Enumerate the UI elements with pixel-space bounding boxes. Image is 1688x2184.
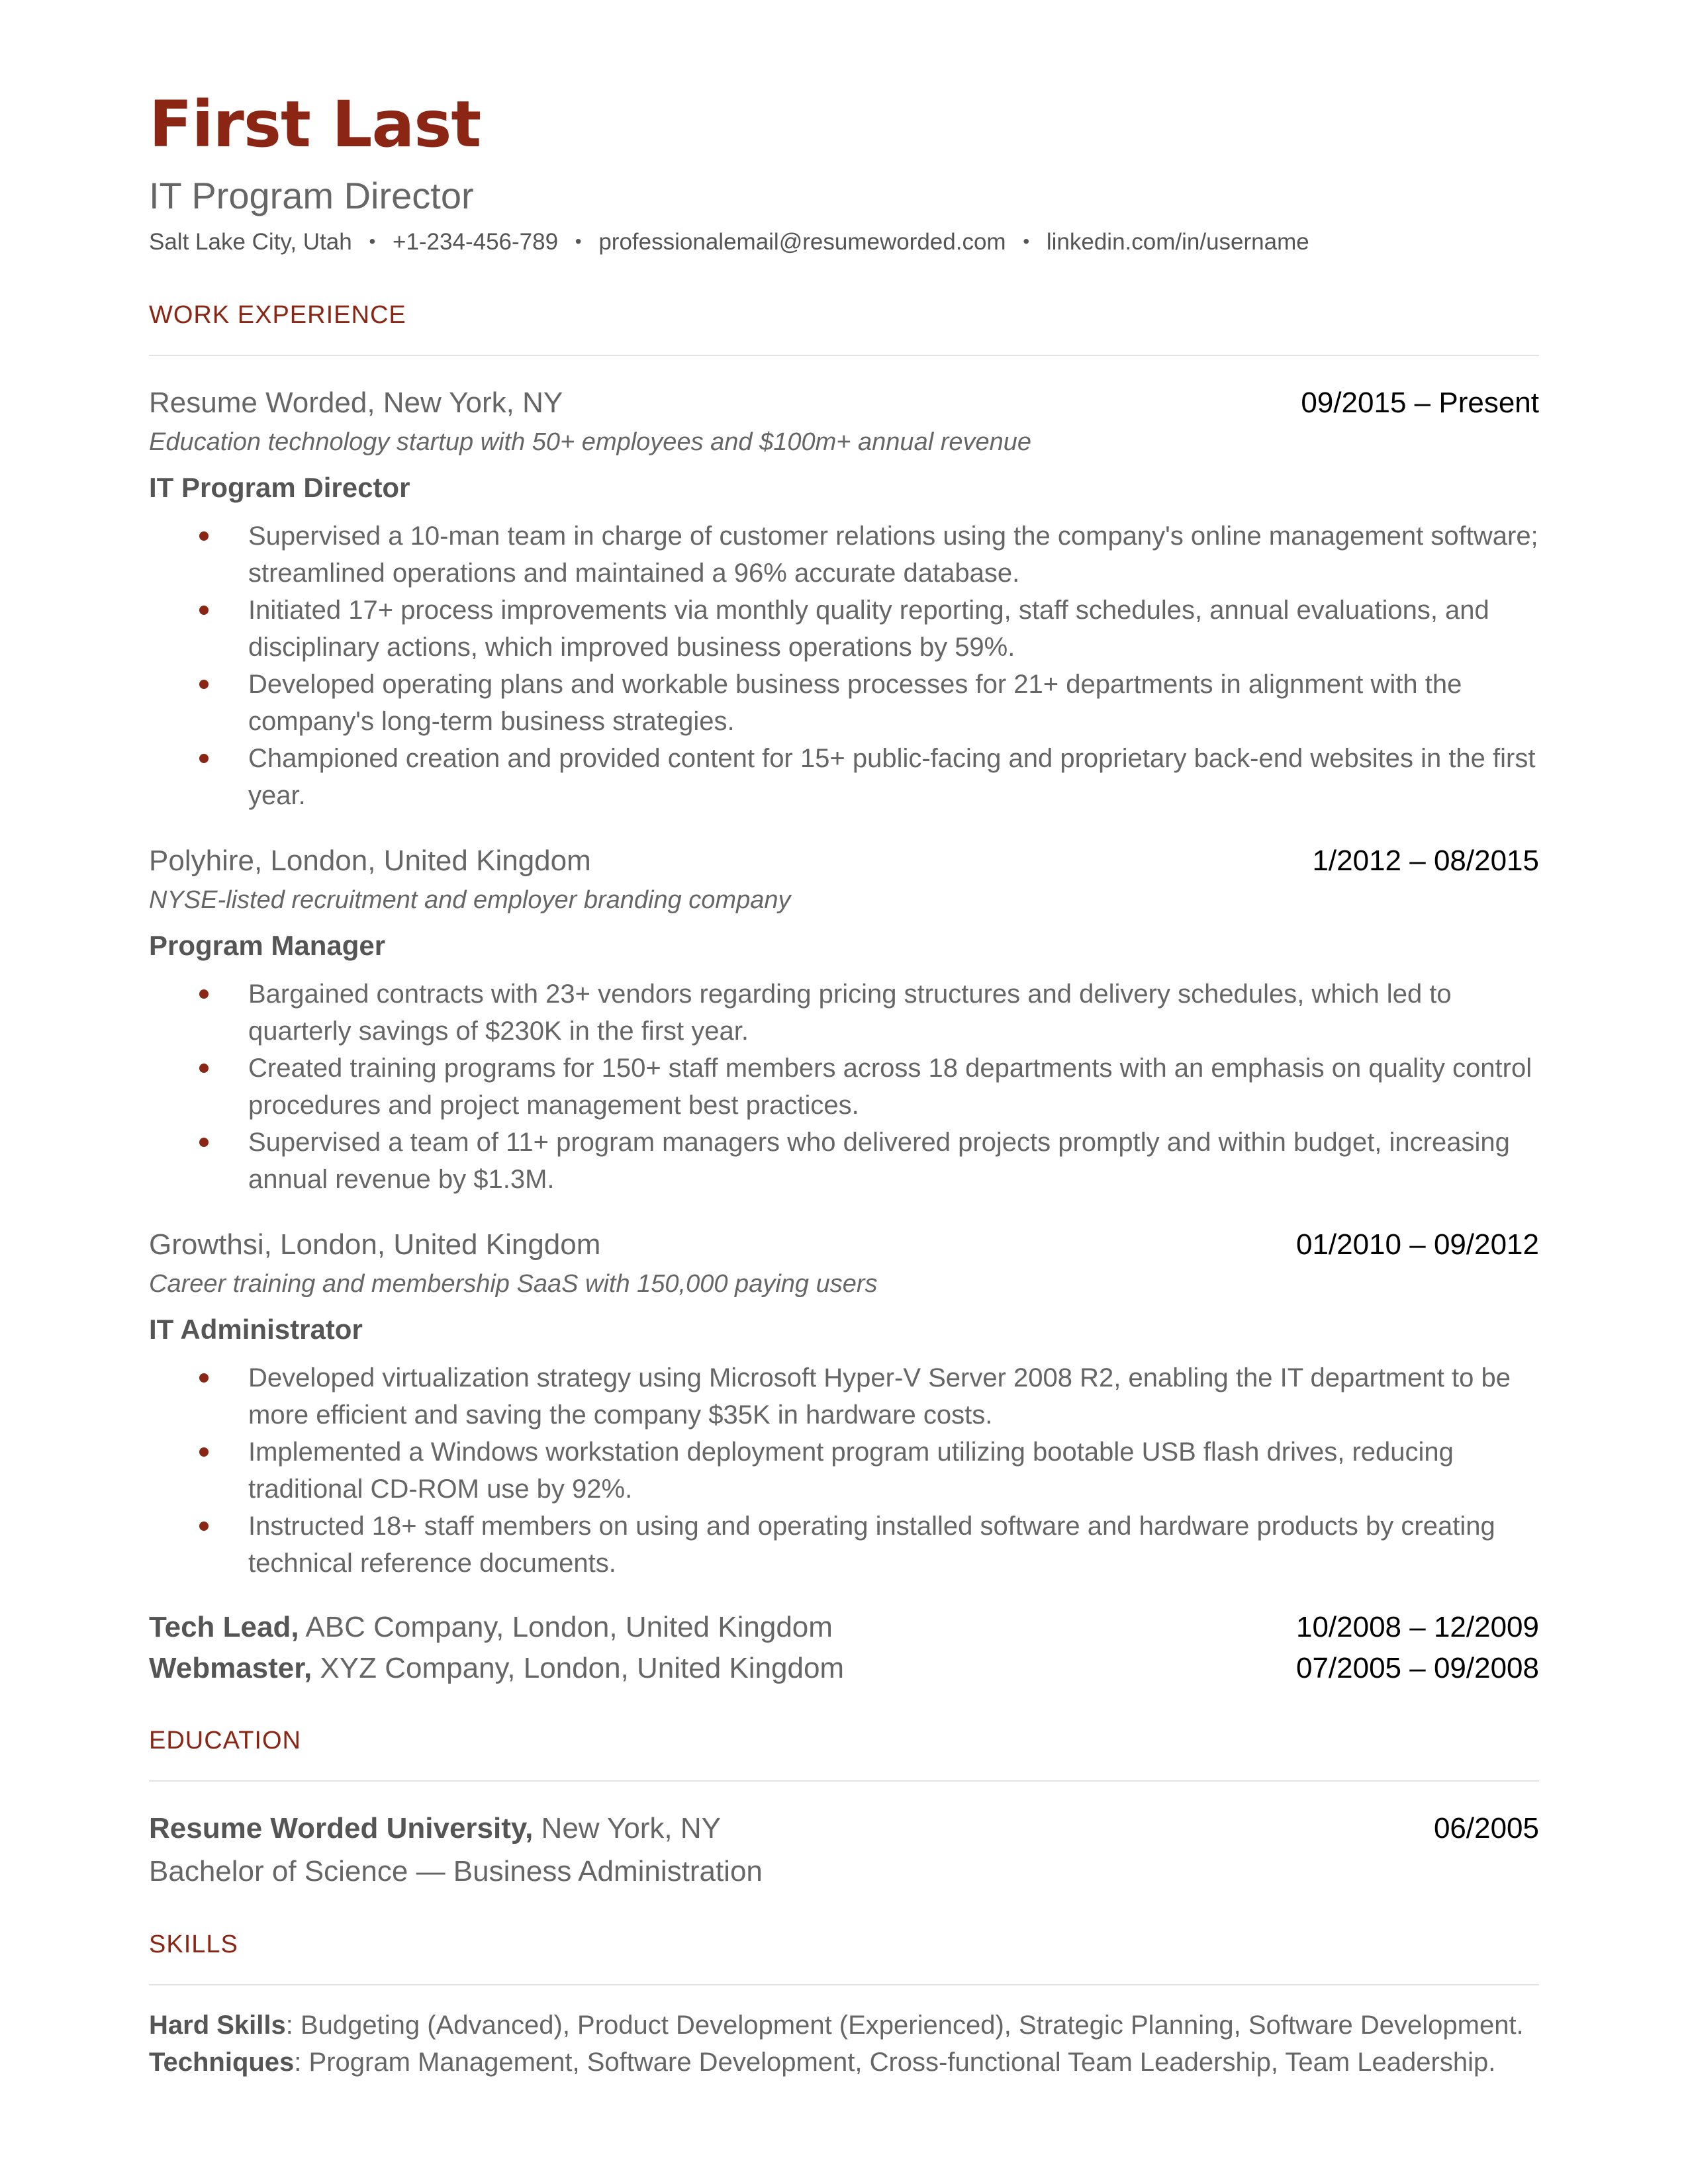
- education-degree: Bachelor of Science — Business Administration: [149, 1855, 763, 1888]
- separator-dot: •: [1023, 231, 1030, 251]
- earlier-role-dates: 07/2005 – 09/2008: [1295, 1652, 1539, 1684]
- job-role: Program Manager: [149, 930, 386, 961]
- location: Salt Lake City, Utah: [149, 229, 352, 255]
- bullet-text: Developed operating plans and workable business processes for 21+ departments in alignment with the company's long-term business strategies.: [248, 670, 1462, 736]
- bullet-text: Implemented a Windows workstation deployment program utilizing bootable USB flash drives, reducing traditional CD-ROM use by 92%.: [248, 1437, 1454, 1504]
- job-header: [149, 1224, 1539, 1265]
- bullet-text: Developed virtualization strategy using Microsoft Hyper-V Server 2008 R2, enabling the IT department to be more efficient and saving the company $35K in hardware costs.: [248, 1363, 1511, 1430]
- section-divider: [149, 1984, 1539, 1985]
- bullet-text: Instructed 18+ staff members on using and operating installed software and hardware products by creating technical reference documents.: [248, 1512, 1495, 1578]
- bullet-item: [149, 518, 1539, 592]
- bullet-text: Supervised a team of 11+ program managers who delivered projects promptly and within budget, increasing annual revenue by $1.3M.: [248, 1128, 1510, 1194]
- phone: +1-234-456-789: [393, 229, 559, 255]
- skills-label: Hard Skills: [149, 2011, 286, 2040]
- bullet-dot-icon: [199, 680, 209, 689]
- bullet-dot-icon: [199, 1064, 209, 1073]
- section-divider: [149, 355, 1539, 356]
- job-entry: [149, 383, 1539, 814]
- education-header: [149, 1808, 1539, 1849]
- job-header: [149, 841, 1539, 882]
- section-divider: [149, 1780, 1539, 1782]
- skills-line: [149, 2044, 1539, 2081]
- earlier-role-company: XYZ Company, London, United Kingdom: [312, 1652, 845, 1684]
- bullet-dot-icon: [199, 606, 209, 615]
- skills-line: [149, 2007, 1539, 2044]
- bullet-dot-icon: [199, 1522, 209, 1531]
- job-description: NYSE-listed recruitment and employer branding company: [149, 886, 791, 914]
- job-bullets: [149, 518, 1539, 814]
- earlier-role-row: [149, 1607, 1539, 1648]
- job-description: Career training and membership SaaS with 150,000 paying users: [149, 1270, 878, 1298]
- bullet-dot-icon: [199, 1447, 209, 1457]
- job-company: Polyhire, London, United Kingdom: [149, 844, 591, 877]
- job-entry: [149, 1224, 1539, 1582]
- bullet-dot-icon: [199, 1138, 209, 1147]
- skills-text: : Budgeting (Advanced), Product Development (Experienced), Strategic Planning, Software Development.: [285, 2011, 1524, 2040]
- skills-label: Techniques: [149, 2048, 295, 2077]
- job-dates: 1/2012 – 08/2015: [1312, 844, 1539, 877]
- skills-block: [149, 2007, 1539, 2081]
- earlier-role-dates: 10/2008 – 12/2009: [1295, 1611, 1539, 1643]
- separator-dot: •: [369, 231, 376, 251]
- bullet-item: [149, 1124, 1539, 1198]
- earlier-role-label: [149, 1607, 833, 1648]
- earlier-roles: [149, 1607, 1539, 1689]
- job-role: IT Administrator: [149, 1314, 363, 1345]
- separator-dot: •: [575, 231, 582, 251]
- bullet-dot-icon: [199, 1373, 209, 1383]
- bullet-item: [149, 740, 1539, 814]
- education-school-line: [149, 1808, 721, 1849]
- bullet-item: [149, 666, 1539, 740]
- candidate-title: IT Program Director: [149, 175, 474, 216]
- education-school: Resume Worded University,: [149, 1812, 534, 1844]
- bullet-text: Bargained contracts with 23+ vendors regarding pricing structures and delivery schedules, which led to quarterly savings of $230K in the first year.: [248, 979, 1452, 1046]
- section-heading-education: EDUCATION: [149, 1727, 301, 1754]
- earlier-role-company: ABC Company, London, United Kingdom: [299, 1611, 833, 1643]
- bullet-item: [149, 1359, 1539, 1433]
- earlier-role-row: [149, 1648, 1539, 1689]
- job-company: Growthsi, London, United Kingdom: [149, 1228, 601, 1261]
- job-role: IT Program Director: [149, 472, 410, 503]
- job-entry: [149, 841, 1539, 1198]
- email-link[interactable]: professionalemail@resumeworded.com: [598, 229, 1006, 255]
- job-description: Education technology startup with 50+ employees and $100m+ annual revenue: [149, 428, 1032, 456]
- job-header: [149, 383, 1539, 424]
- earlier-role-label: [149, 1648, 844, 1689]
- bullet-text: Created training programs for 150+ staff members across 18 departments with an emphasis on quality control procedures and project management best practices.: [248, 1054, 1532, 1120]
- job-bullets: [149, 1359, 1539, 1582]
- linkedin-link[interactable]: linkedin.com/in/username: [1046, 229, 1309, 255]
- bullet-dot-icon: [199, 531, 209, 541]
- bullet-item: [149, 1508, 1539, 1582]
- bullet-dot-icon: [199, 989, 209, 999]
- education-entry: [149, 1808, 1539, 1893]
- job-bullets: [149, 976, 1539, 1198]
- skills-text: : Program Management, Software Development, Cross-functional Team Leadership, Team Leadership.: [294, 2048, 1496, 2077]
- bullet-item: [149, 1050, 1539, 1124]
- bullet-text: Initiated 17+ process improvements via monthly quality reporting, staff schedules, annual evaluations, and disciplinary actions, which improved business operations by 59%.: [248, 596, 1489, 662]
- earlier-role-title: Webmaster,: [149, 1652, 312, 1684]
- job-dates: 09/2015 – Present: [1301, 387, 1539, 419]
- bullet-item: [149, 976, 1539, 1050]
- bullet-item: [149, 1433, 1539, 1508]
- bullet-item: [149, 592, 1539, 666]
- earlier-role-title: Tech Lead,: [149, 1611, 299, 1643]
- job-dates: 01/2010 – 09/2012: [1295, 1228, 1539, 1261]
- bullet-dot-icon: [199, 754, 209, 763]
- bullet-text: Championed creation and provided content for 15+ public-facing and proprietary back-end websites in the first year.: [248, 744, 1536, 810]
- contact-line: [149, 222, 1539, 263]
- job-company: Resume Worded, New York, NY: [149, 387, 563, 419]
- education-location: New York, NY: [533, 1812, 722, 1844]
- education-date: 06/2005: [1433, 1812, 1539, 1844]
- bullet-text: Supervised a 10-man team in charge of customer relations using the company's online management software; streamlined operations and maintained a 96% accurate database.: [248, 522, 1538, 588]
- section-heading-work: WORK EXPERIENCE: [149, 301, 406, 329]
- section-heading-skills: SKILLS: [149, 1931, 238, 1958]
- candidate-name: First Last: [149, 87, 481, 161]
